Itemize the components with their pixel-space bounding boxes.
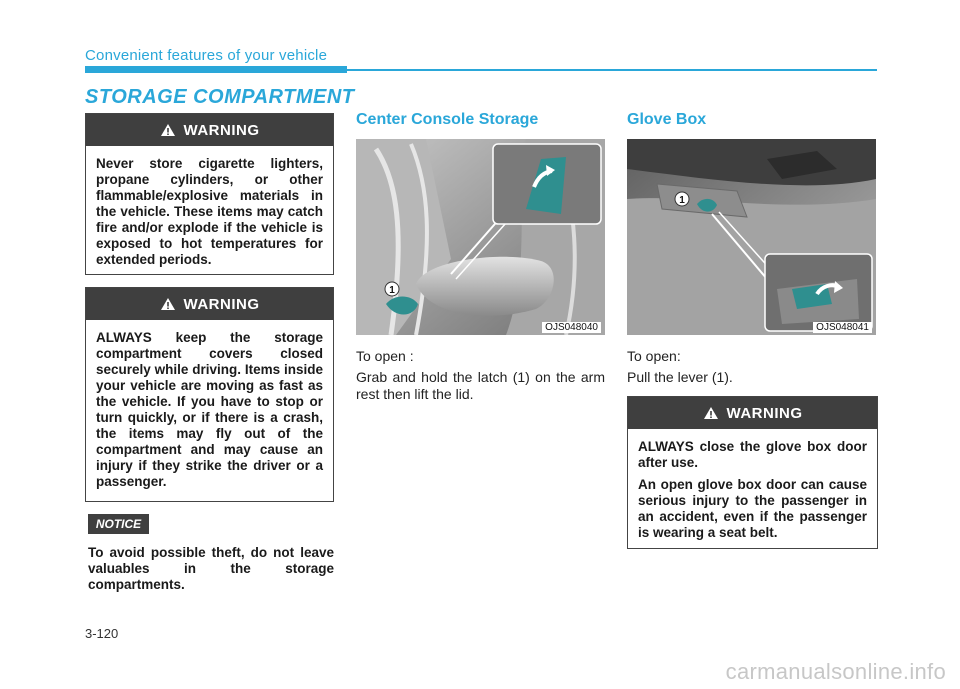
warning-header: [86, 288, 333, 320]
center-console-open-label: To open :: [356, 348, 414, 364]
center-console-illustration: [356, 139, 605, 335]
warning-body: [628, 429, 877, 557]
warning-header: [628, 397, 877, 429]
warning-text-1: ALWAYS close the glove box door after use.: [638, 439, 867, 470]
warning-triangle-icon: [160, 123, 176, 137]
center-console-instruction: Grab and hold the latch (1) on the arm rest then lift the lid.: [356, 369, 605, 402]
glove-box-title: Glove Box: [627, 111, 707, 128]
warning-header: [86, 114, 333, 146]
header-accent-bar: [85, 66, 347, 73]
warning-heading: WARNING: [183, 121, 260, 139]
callout-number: 1: [679, 195, 685, 206]
warning-box-covers: [85, 287, 334, 502]
glove-box-instruction: Pull the lever (1).: [627, 369, 733, 385]
callout-number: 1: [389, 285, 395, 296]
warning-text-2: An open glove box door can cause serious injury to the passenger in an accident, even if the passenger is wearing a seat belt.: [638, 477, 867, 540]
glove-box-image: [627, 139, 876, 335]
notice-badge: NOTICE: [88, 514, 149, 534]
section-title: STORAGE COMPARTMENT: [85, 86, 355, 108]
warning-heading: WARNING: [726, 404, 803, 422]
glove-box-open-label: To open:: [627, 348, 681, 364]
warning-body: [86, 146, 333, 284]
chapter-title: Convenient features of your vehicle: [85, 47, 328, 64]
page-number: 3-120: [85, 626, 119, 641]
warning-box-flammables: [85, 113, 334, 275]
center-console-title: Center Console Storage: [356, 111, 539, 128]
glove-box-illustration: [627, 139, 876, 335]
image-code: OJS048041: [813, 322, 872, 333]
warning-text: ALWAYS keep the storage compartment covers closed securely while driving. Items inside your vehicle are moving as fast as the vehicle. If you have to stop or turn quickly, or if there is a crash, the items may fly out of the compartment and may cause an injury if they strike the driver or a passenger.: [96, 330, 323, 489]
header-rule: [347, 69, 877, 71]
warning-triangle-icon: [160, 297, 176, 311]
warning-triangle-icon: [703, 406, 719, 420]
warning-box-glove-box: [627, 396, 878, 549]
warning-body: [86, 320, 333, 506]
notice-text: To avoid possible theft, do not leave valuables in the storage compartments.: [88, 545, 334, 592]
warning-text: Never store cigarette lighters, propane cylinders, or other flammable/explosive materials in the vehicle. These items may catch fire and/or explode if the vehicle is exposed to hot temperatures for extended periods.: [96, 156, 323, 267]
center-console-image: [356, 139, 605, 335]
image-code: OJS048040: [542, 322, 601, 333]
warning-heading: WARNING: [183, 295, 260, 313]
watermark: carmanualsonline.info: [725, 659, 946, 684]
